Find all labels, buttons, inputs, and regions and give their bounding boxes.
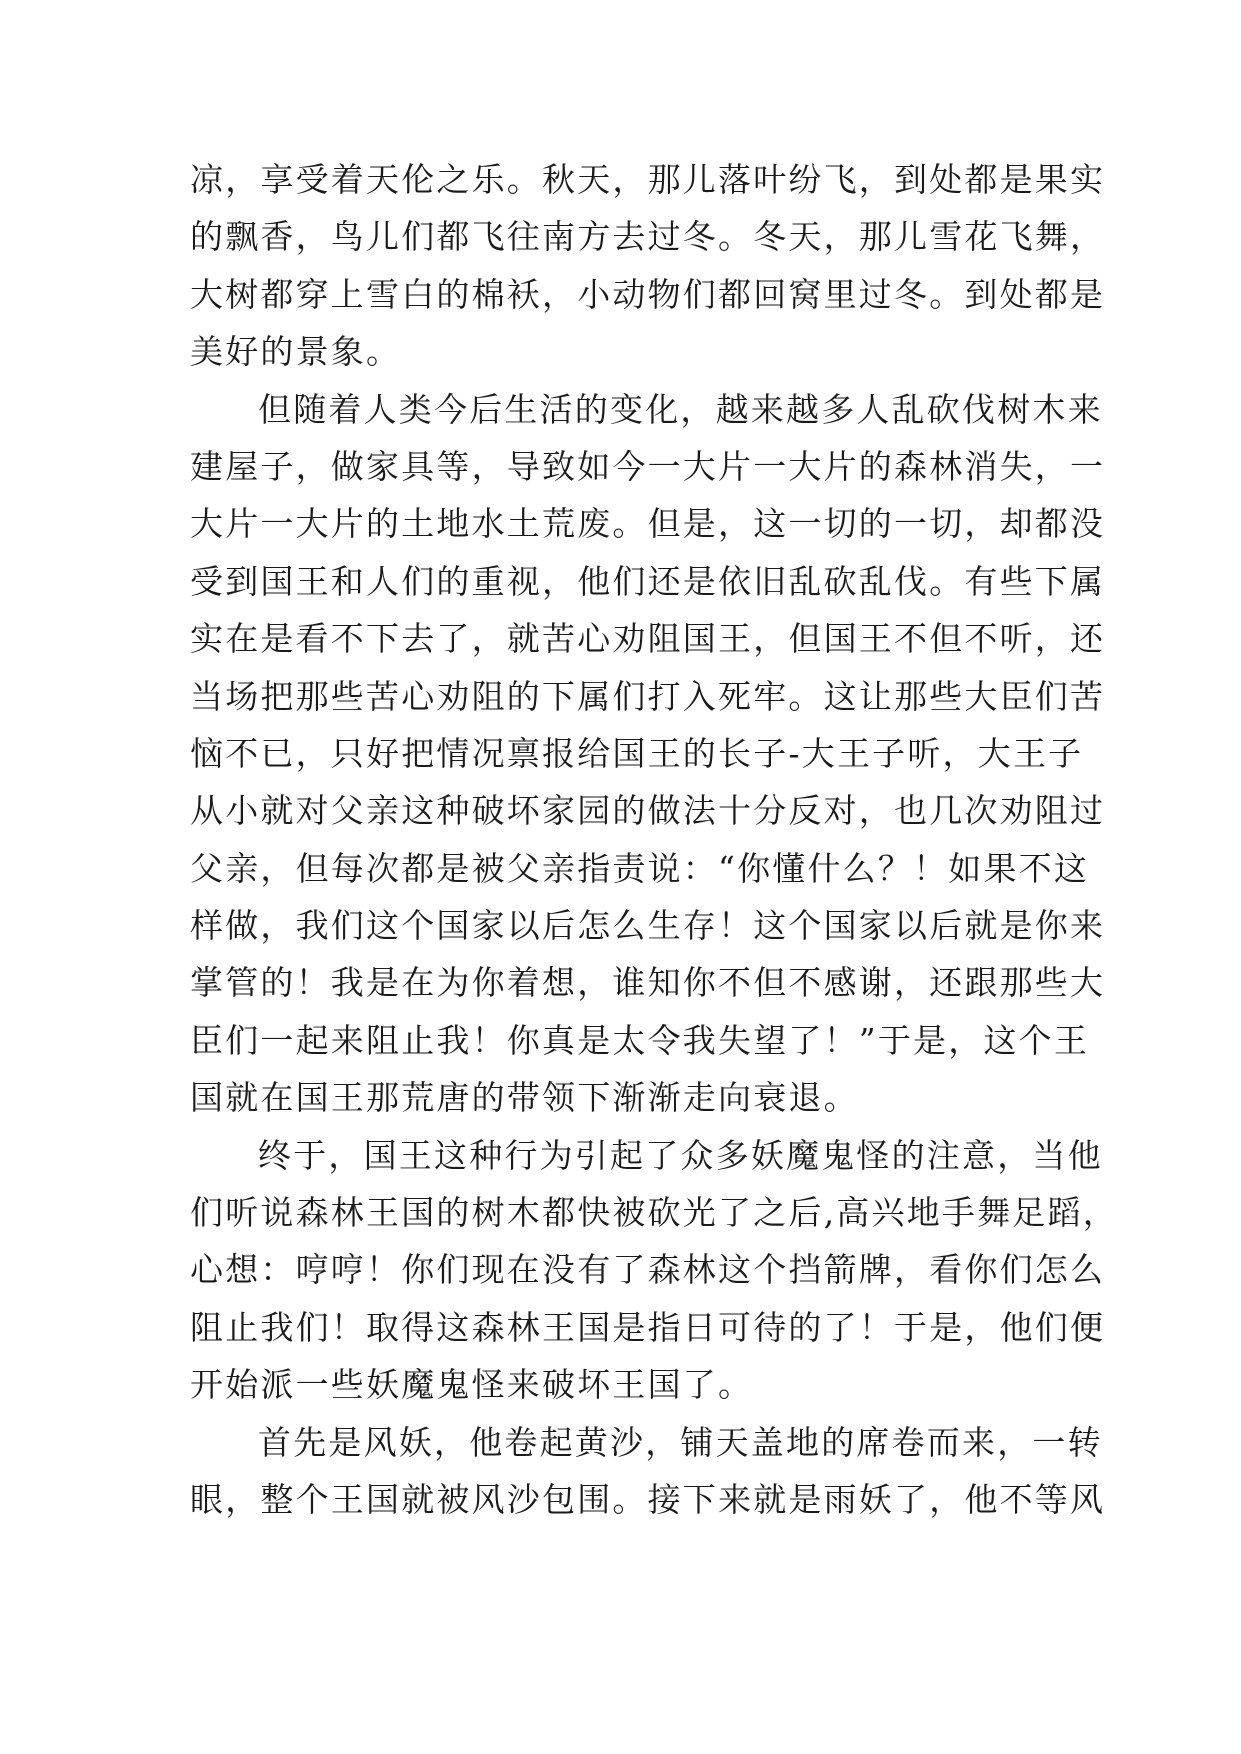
text-line: 大片一大片的土地水土荒废。但是，这一切的一切，却都没: [190, 504, 1106, 544]
document-body: [190, 151, 1118, 1528]
paragraph-start-line: 但随着人类今后生活的变化，越来越多人乱砍伐树木来: [258, 389, 1103, 429]
text-line: 阻止我们！取得这森林王国是指日可待的了！于是，他们便: [190, 1307, 1106, 1347]
text-line: 国就在国王那荒唐的带领下渐渐走向衰退。: [190, 1078, 859, 1118]
text-line: 大树都穿上雪白的棉袄，小动物们都回窝里过冬。到处都是: [190, 274, 1106, 314]
text-line: 眼，整个王国就被风沙包围。接下来就是雨妖了，他不等风: [190, 1479, 1106, 1519]
text-line: 心想：哼哼！你们现在没有了森林这个挡箭牌，看你们怎么: [190, 1250, 1106, 1290]
text-line: 的飘香，鸟儿们都飞往南方去过冬。冬天，那儿雪花飞舞，: [190, 217, 1106, 257]
text-line: 恼不已，只好把情况禀报给国王的长子-大王子听，大王子: [190, 733, 1084, 773]
text-line: 建屋子，做家具等，导致如今一大片一大片的森林消失，一: [190, 446, 1106, 486]
paragraph-start-line: 终于，国王这种行为引起了众多妖魔鬼怪的注意，当他: [258, 1135, 1103, 1175]
text-line: 受到国王和人们的重视，他们还是依旧乱砍乱伐。有些下属: [190, 561, 1106, 601]
text-line: 当场把那些苦心劝阻的下属们打入死牢。这让那些大臣们苦: [190, 676, 1106, 716]
text-line: 们听说森林王国的树木都快被砍光了之后,高兴地手舞足蹈，: [190, 1193, 1118, 1233]
text-line: 从小就对父亲这种破坏家园的做法十分反对，也几次劝阻过: [190, 791, 1106, 831]
paragraph-start-line: 首先是风妖，他卷起黄沙，铺天盖地的席卷而来，一转: [258, 1422, 1103, 1462]
text-line: 掌管的！我是在为你着想，谁知你不但不感谢，还跟那些大: [190, 963, 1106, 1003]
text-line: 凉，享受着天伦之乐。秋天，那儿落叶纷飞，到处都是果实: [190, 160, 1106, 199]
text-line: 实在是看不下去了，就苦心劝阻国王，但国王不但不听，还: [190, 619, 1106, 659]
text-line: 样做，我们这个国家以后怎么生存！这个国家以后就是你来: [190, 906, 1106, 946]
text-line: 臣们一起来阻止我！你真是太令我失望了！”于是，这个王: [190, 1020, 1090, 1060]
text-line: 父亲，但每次都是被父亲指责说：“你懂什么？！如果不这: [190, 848, 1090, 888]
text-line: 美好的景象。: [190, 332, 402, 372]
text-line: 开始派一些妖魔鬼怪来破坏王国了。: [190, 1365, 754, 1405]
